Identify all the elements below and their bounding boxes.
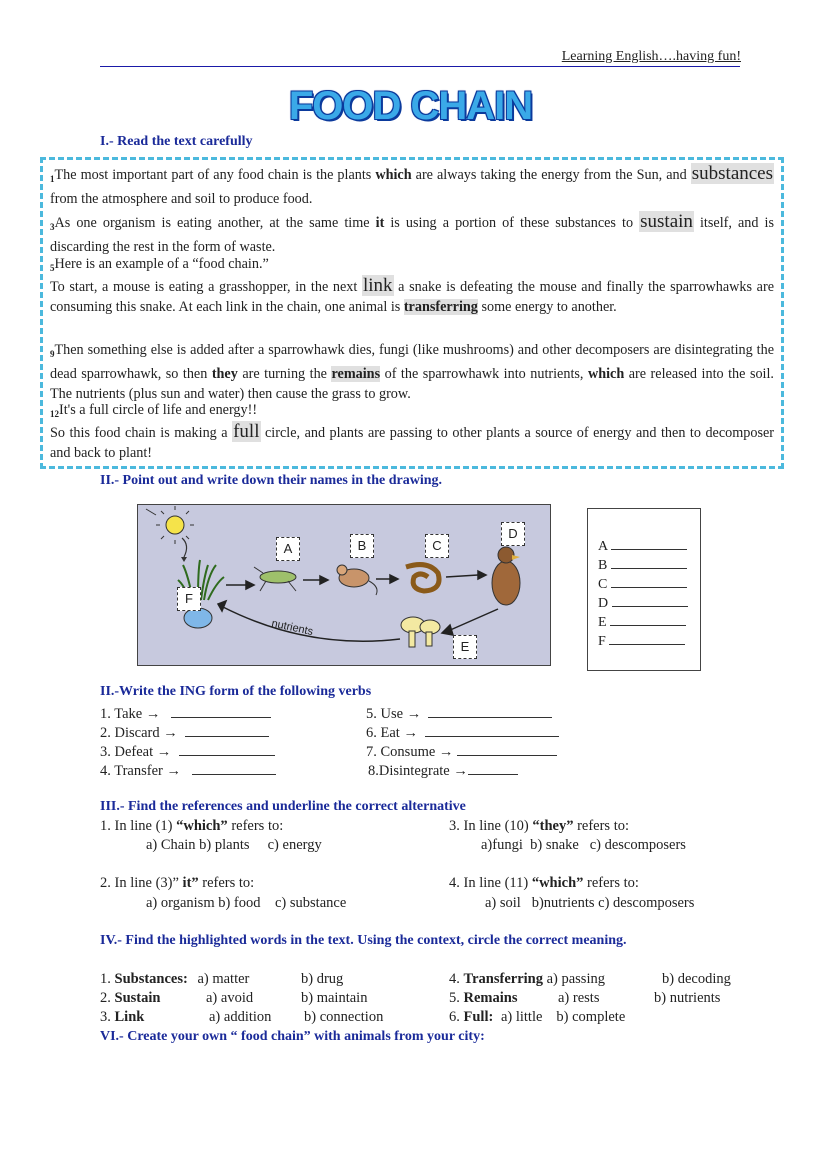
verb-item-eat[interactable]: 6. Eat → bbox=[366, 722, 559, 742]
mouse-icon bbox=[337, 565, 377, 595]
verb-item-transfer[interactable]: 4. Transfer → bbox=[100, 760, 276, 780]
diagram-label-c[interactable]: C bbox=[425, 534, 449, 558]
answer-row-f[interactable]: F bbox=[588, 630, 700, 649]
meaning-item-sustain[interactable]: 2. Sustain a) avoid b) maintain bbox=[100, 990, 368, 1006]
highlight-substances: substances bbox=[691, 163, 774, 184]
verb-item-defeat[interactable]: 3. Defeat → bbox=[100, 741, 275, 761]
reference-options-3[interactable]: a)fungi b) snake c) descomposers bbox=[481, 837, 686, 853]
section-6-heading: VI.- Create your own “ food chain” with animals from your city: bbox=[100, 1029, 485, 1044]
nutrients-label: nutrients bbox=[270, 617, 315, 639]
paragraph-1: $_1$The most important part of any food chain is the plants which are always taking the energy from the Sun, and substances from the atmosphere and soil to produce food. bbox=[50, 163, 774, 207]
diagram-label-a[interactable]: A bbox=[276, 537, 300, 561]
reference-options-4[interactable]: a) soil b)nutrients c) descomposers bbox=[485, 895, 695, 911]
reference-question-2: 2. In line (3)” it” refers to: bbox=[100, 875, 255, 891]
snake-icon bbox=[406, 565, 439, 591]
paragraph-12: $_{12}$It's a full circle of life and energy!! bbox=[50, 402, 258, 419]
section-4-heading: III.- Find the references and underline the correct alternative bbox=[100, 799, 466, 814]
paragraph-5: $_5$Here is an example of a “food chain.” bbox=[50, 256, 269, 273]
meaning-item-transferring[interactable]: 4. Transferring a) passing b) decoding bbox=[449, 971, 731, 987]
highlight-sustain: sustain bbox=[640, 211, 693, 232]
diagram-label-d[interactable]: D bbox=[501, 522, 525, 546]
section-2-heading: II.- Point out and write down their names in the drawing. bbox=[100, 473, 442, 488]
reference-options-2[interactable]: a) organism b) food c) substance bbox=[146, 895, 347, 911]
verb-item-disintegrate[interactable]: 8.Disintegrate → bbox=[368, 760, 518, 780]
answer-row-b[interactable]: B bbox=[588, 554, 700, 573]
hawk-icon bbox=[492, 547, 520, 605]
highlight-full: full bbox=[233, 421, 260, 442]
reference-question-1: 1. In line (1) “which” refers to: bbox=[100, 818, 284, 834]
answer-row-e[interactable]: E bbox=[588, 611, 700, 630]
answer-row-c[interactable]: C bbox=[588, 573, 700, 592]
paragraph-3: $_3$As one organism is eating another, at the same time it is using a portion of these substances to sustain itself, and is discarding the rest in the form of waste. bbox=[50, 211, 775, 255]
verb-item-take[interactable]: 1. Take → bbox=[100, 703, 271, 723]
water-drop-icon bbox=[184, 608, 212, 628]
mushroom-icon bbox=[401, 617, 440, 647]
page-title: FOOD CHAIN bbox=[288, 84, 533, 128]
section-1-heading: I.- Read the text carefully bbox=[100, 134, 253, 149]
diagram-label-e[interactable]: E bbox=[453, 635, 477, 659]
meaning-item-substances[interactable]: 1. Substances: a) matter b) drug bbox=[100, 971, 344, 987]
paragraph-9: $_9$Then something else is added after a sparrowhawk dies, fungi (like mushrooms) and other decomposers are disintegrating the dead sparrowhawk, so then they are turning the remains of the sparrowhawk into nutrients, which are released into the soil. The nutrients (plus sun and water) then cause the grass to grow. bbox=[50, 342, 774, 402]
reference-question-3: 3. In line (10) “they” refers to: bbox=[449, 818, 630, 834]
meaning-item-link[interactable]: 3. Link a) addition b) connection bbox=[100, 1009, 384, 1025]
highlight-remains: remains bbox=[331, 366, 381, 382]
paragraph-13: So this food chain is making a full circle, and plants are passing to other plants a source of energy and then to decomposer and back to plant! bbox=[50, 421, 775, 461]
grasshopper-icon bbox=[254, 567, 296, 591]
section-5-heading: IV.- Find the highlighted words in the text. Using the context, circle the correct meaning. bbox=[100, 933, 627, 948]
sun-icon bbox=[146, 506, 194, 562]
paragraph-6: To start, a mouse is eating a grasshopper, in the next link a snake is defeating the mouse and finally the sparrowhawks are consuming this snake. At each link in the chain, one animal is transferring some energy to another. bbox=[50, 275, 774, 315]
highlight-transferring: transferring bbox=[403, 299, 478, 315]
header-rule bbox=[100, 66, 740, 67]
meaning-item-full[interactable]: 6. Full: a) little b) complete bbox=[449, 1009, 626, 1025]
answer-row-a[interactable]: A bbox=[588, 535, 700, 554]
food-chain-illustration bbox=[138, 505, 549, 664]
answer-key-box bbox=[587, 508, 701, 671]
highlight-link: link bbox=[362, 275, 393, 296]
section-3-heading: II.-Write the ING form of the following verbs bbox=[100, 684, 372, 699]
meaning-item-remains[interactable]: 5. Remains a) rests b) nutrients bbox=[449, 990, 721, 1006]
header-tagline: Learning English….having fun! bbox=[561, 49, 741, 64]
food-chain-diagram bbox=[137, 504, 551, 666]
verb-item-consume[interactable]: 7. Consume → bbox=[366, 741, 557, 761]
reference-options-1[interactable]: a) Chain b) plants c) energy bbox=[146, 837, 322, 853]
verb-item-discard[interactable]: 2. Discard → bbox=[100, 722, 269, 742]
reference-question-4: 4. In line (11) “which” refers to: bbox=[449, 875, 639, 891]
diagram-label-b[interactable]: B bbox=[350, 534, 374, 558]
answer-row-d[interactable]: D bbox=[588, 592, 700, 611]
verb-item-use[interactable]: 5. Use → bbox=[366, 703, 552, 723]
diagram-label-f[interactable]: F bbox=[177, 587, 201, 611]
